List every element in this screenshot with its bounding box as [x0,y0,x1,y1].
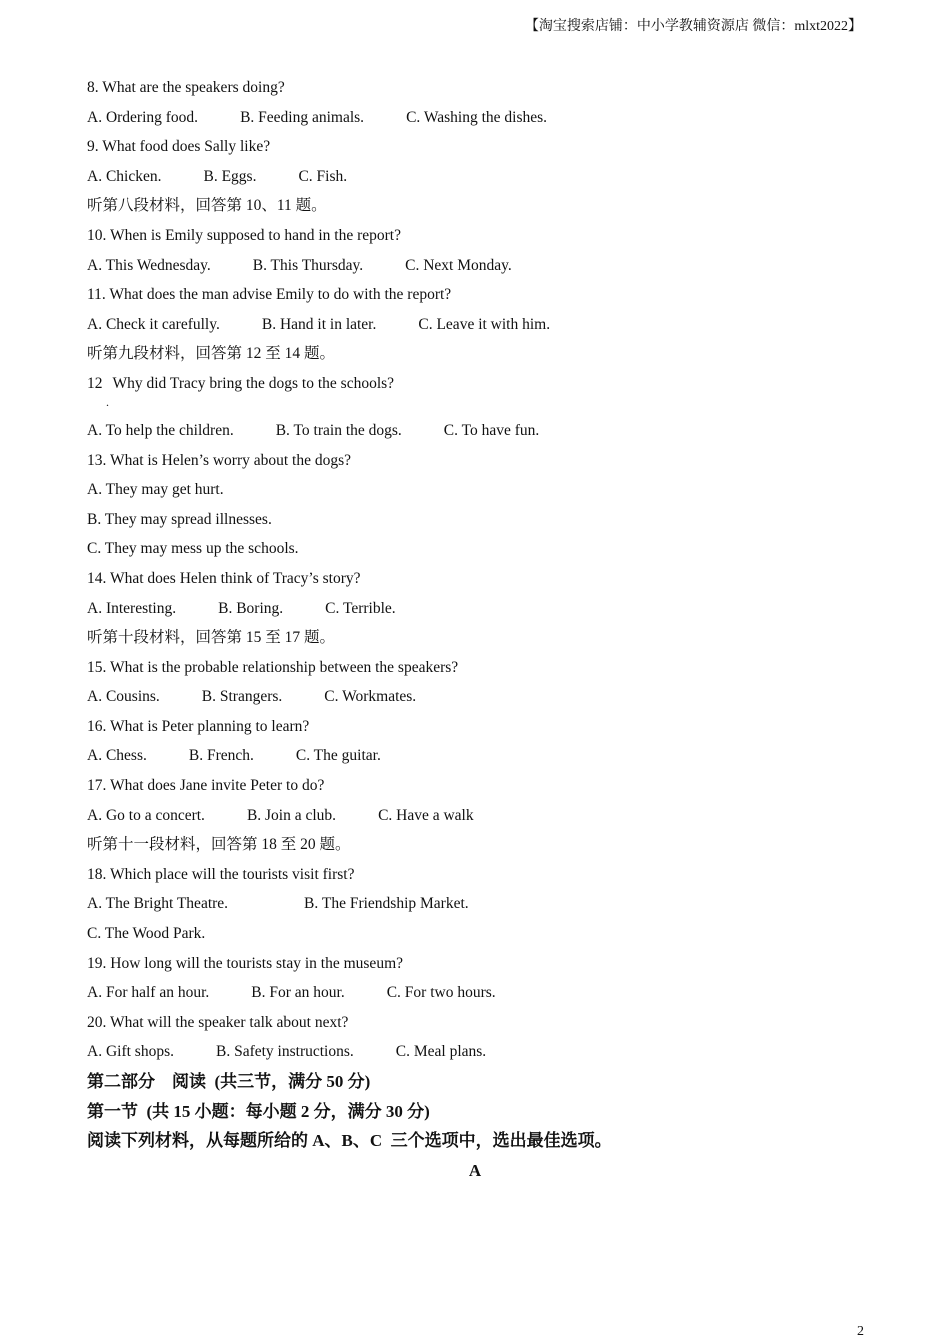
options-line [87,687,887,717]
option: B. Eggs. [203,167,257,185]
question-line: 听第八段材料，回答第 10、11 题。 [87,197,327,215]
option: A. Chicken. [87,167,162,185]
option: A. For half an hour. [87,984,210,1002]
option: A. Interesting. [87,599,177,617]
question-text: Why did Tracy bring the dogs to the schools? [112,374,395,392]
question-line: 20. What will the speaker talk about next? [87,1013,349,1031]
question-line: 18. Which place will the tourists visit first? [87,865,355,883]
question-line: 听第十一段材料，回答第 18 至 20 题。 [87,836,351,854]
option: C. Workmates. [324,688,417,706]
option: C. Terrible. [325,599,396,617]
options-line [87,894,887,924]
question-line: 16. What is Peter planning to learn? [87,717,310,735]
option: B. For an hour. [251,984,345,1002]
question-line: A. They may get hurt. [87,481,224,499]
question-line: 听第十段材料，回答第 15 至 17 题。 [87,629,336,647]
question-line: 14. What does Helen think of Tracy’s story? [87,569,361,587]
option: B. Strangers. [201,688,283,706]
section-heading: 第二部分 阅读 (共三节，满分 50 分) [87,1072,371,1091]
section-heading: 第一节 (共 15 小题：每小题 2 分，满分 30 分) [87,1101,430,1121]
option: C. Washing the dishes. [406,108,548,126]
options-line [87,108,887,138]
option: A. This Wednesday. [87,256,211,274]
option: B. Hand it in later. [261,315,377,333]
option: B. Feeding animals. [240,108,365,126]
options-line [87,167,887,197]
question-line: C. They may mess up the schools. [87,540,299,558]
option: B. French. [188,747,254,765]
options-line [87,315,887,345]
question-line: C. The Wood Park. [87,925,206,943]
question-line [87,374,887,421]
option: A. Cousins. [87,688,160,706]
option: A. Ordering food. [87,108,199,126]
option: A. The Bright Theatre. [87,895,229,913]
options-line [87,983,887,1013]
document-body [87,78,887,1190]
question-line: 10. When is Emily supposed to hand in the report? [87,226,401,244]
header-note: 【淘宝搜索店铺：中小学教辅资源店 微信：mlxt2022】 [524,19,862,34]
option: C. Leave it with him. [418,315,551,333]
question-line: 9. What food does Sally like? [87,138,271,156]
options-line [87,256,887,286]
options-line [87,806,887,836]
question-line: 15. What is the probable relationship between the speakers? [87,658,459,676]
option: C. The guitar. [295,747,381,765]
option: C. Meal plans. [395,1043,487,1061]
question-number: 12 [87,374,103,392]
options-line [87,746,887,776]
option: A. Go to a concert. [87,806,205,824]
question-line: B. They may spread illnesses. [87,510,272,528]
options-line [87,421,887,451]
question-line: 听第九段材料，回答第 12 至 14 题。 [87,345,336,363]
option: A. To help the children. [87,421,234,439]
option: B. The Friendship Market. [304,895,469,913]
option: C. Have a walk [378,806,474,824]
question-line: 13. What is Helen’s worry about the dogs? [87,451,352,469]
options-line [87,599,887,629]
option: B. This Thursday. [252,256,364,274]
question-dot: . [106,394,109,409]
question-line: 8. What are the speakers doing? [87,79,285,96]
passage-label: A [468,1160,482,1180]
option: C. For two hours. [386,984,496,1002]
option: A. Chess. [87,747,147,765]
option: A. Check it carefully. [87,315,220,333]
option: B. Safety instructions. [215,1043,354,1061]
section-heading: 阅读下列材料，从每题所给的 A、B、C 三个选项中，选出最佳选项。 [87,1131,612,1151]
option: C. Next Monday. [405,256,512,274]
option: C. To have fun. [443,421,540,439]
option: B. Join a club. [246,806,337,824]
option: B. To train the dogs. [275,421,402,439]
option: B. Boring. [218,599,284,617]
page-number: 2 [857,1324,864,1339]
question-line: 17. What does Jane invite Peter to do? [87,777,325,795]
question-line: 19. How long will the tourists stay in the museum? [87,954,404,972]
options-line [87,1042,887,1072]
option: A. Gift shops. [87,1043,174,1061]
question-line: 11. What does the man advise Emily to do with the report? [87,286,452,304]
option: C. Fish. [298,167,348,185]
